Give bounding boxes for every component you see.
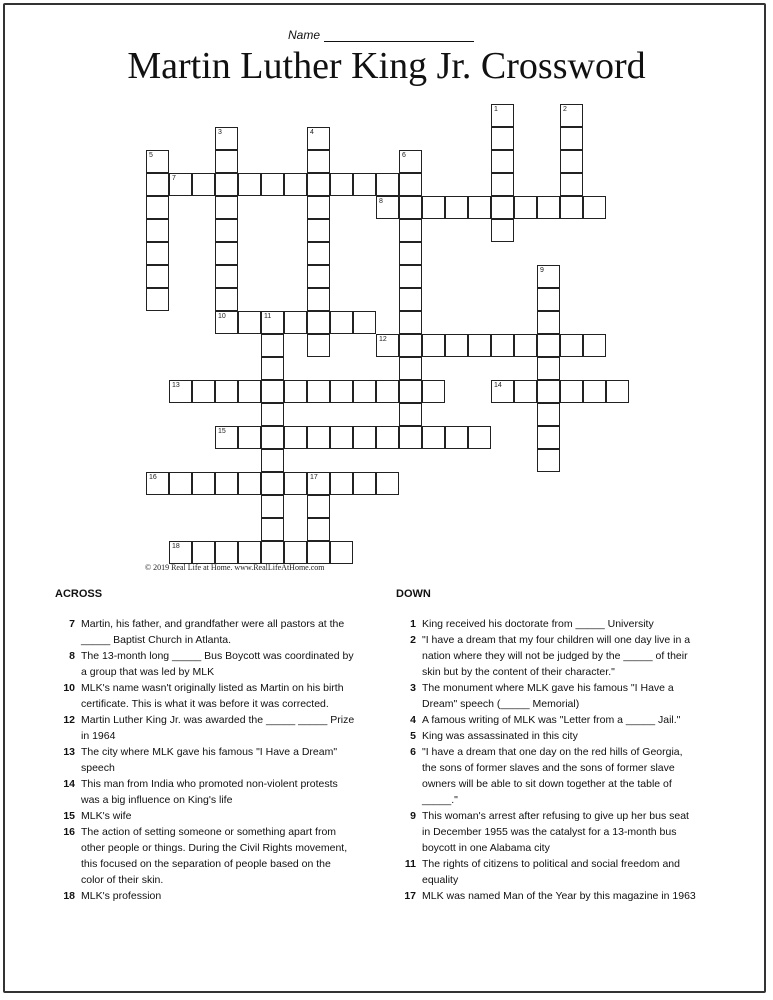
grid-cell[interactable]	[353, 426, 376, 449]
clue-number: 11	[404, 858, 416, 870]
cell-number: 18	[172, 543, 180, 550]
page-title: Martin Luther King Jr. Crossword	[127, 45, 646, 87]
cell-number: 13	[172, 382, 180, 389]
grid-cell[interactable]	[307, 334, 330, 357]
grid-cell[interactable]	[146, 242, 169, 265]
clue-item	[55, 648, 355, 680]
grid-cell[interactable]	[192, 541, 215, 564]
grid-cell[interactable]	[307, 311, 330, 334]
grid-cell[interactable]	[399, 357, 422, 380]
clue-item	[396, 856, 696, 888]
grid-cell[interactable]	[192, 173, 215, 196]
grid-cell[interactable]	[307, 495, 330, 518]
grid-cell[interactable]	[284, 173, 307, 196]
grid-cell[interactable]	[330, 311, 353, 334]
clue-item	[396, 616, 696, 632]
grid-cell[interactable]	[376, 380, 399, 403]
grid-cell[interactable]	[261, 518, 284, 541]
grid-cell[interactable]	[261, 541, 284, 564]
grid-cell[interactable]	[445, 196, 468, 219]
clue-number: 5	[410, 730, 416, 742]
grid-cell[interactable]	[537, 311, 560, 334]
grid-cell[interactable]	[215, 150, 238, 173]
grid-cell[interactable]	[399, 380, 422, 403]
cell-number: 9	[540, 267, 544, 274]
grid-cell[interactable]	[376, 426, 399, 449]
grid-cell[interactable]	[215, 242, 238, 265]
clue-number: 15	[63, 810, 75, 822]
grid-cell[interactable]	[468, 196, 491, 219]
clue-item	[55, 616, 355, 648]
cell-number: 4	[310, 129, 314, 136]
grid-cell[interactable]	[537, 380, 560, 403]
grid-cell[interactable]	[560, 380, 583, 403]
grid-cell[interactable]	[422, 196, 445, 219]
clue-number: 9	[410, 810, 416, 822]
grid-cell[interactable]	[537, 403, 560, 426]
grid-cell[interactable]	[238, 541, 261, 564]
down-clue-list	[396, 616, 696, 904]
clue-text: King was assassinated in this city	[422, 730, 578, 742]
grid-cell[interactable]	[330, 426, 353, 449]
grid-cell[interactable]	[468, 334, 491, 357]
clue-text: "I have a dream that my four children will one day live in a nation where they will not be judged by the _____ of their skin but by the content of their character."	[422, 634, 691, 678]
grid-cell[interactable]	[215, 265, 238, 288]
grid-cell[interactable]	[192, 472, 215, 495]
grid-cell[interactable]	[560, 127, 583, 150]
grid-cell[interactable]	[261, 334, 284, 357]
grid-cell[interactable]	[537, 449, 560, 472]
copyright-text: © 2019 Real Life at Home. www.RealLifeAtHome.com	[145, 563, 325, 572]
clue-item	[55, 776, 355, 808]
cell-number: 16	[149, 474, 157, 481]
grid-cell[interactable]	[284, 380, 307, 403]
grid-cell[interactable]	[445, 426, 468, 449]
grid-cell[interactable]	[376, 173, 399, 196]
clue-item	[396, 680, 696, 712]
grid-cell[interactable]	[169, 472, 192, 495]
grid-cell[interactable]	[307, 173, 330, 196]
down-clues	[396, 588, 696, 904]
grid-cell[interactable]	[399, 196, 422, 219]
grid-cell[interactable]	[261, 173, 284, 196]
grid-cell[interactable]	[307, 541, 330, 564]
across-heading: ACROSS	[55, 588, 103, 600]
grid-cell[interactable]	[399, 311, 422, 334]
grid-cell[interactable]	[330, 472, 353, 495]
clue-text: The monument where MLK gave his famous "I Have a Dream" speech (_____ Memorial)	[422, 682, 674, 710]
clue-item	[55, 744, 355, 776]
grid-cell[interactable]	[560, 334, 583, 357]
clue-item	[55, 808, 355, 824]
clue-number: 10	[63, 682, 75, 694]
grid-cell[interactable]	[353, 472, 376, 495]
grid-cell[interactable]	[307, 288, 330, 311]
grid-cell[interactable]	[330, 173, 353, 196]
clue-item	[396, 728, 696, 744]
cell-number: 11	[264, 313, 272, 320]
cell-number: 2	[563, 106, 567, 113]
clue-item	[396, 632, 696, 680]
grid-cell[interactable]	[261, 449, 284, 472]
clue-text: The 13-month long _____ Bus Boycott was coordinated by a group that was led by MLK	[81, 650, 354, 678]
clue-item	[396, 744, 696, 808]
cell-number: 17	[310, 474, 318, 481]
grid-cell[interactable]	[307, 196, 330, 219]
clue-text: This man from India who promoted non-violent protests was a big influence on King's life	[81, 778, 338, 806]
clue-text: Martin Luther King Jr. was awarded the _____ _____ Prize in 1964	[81, 714, 355, 742]
grid-cell[interactable]	[238, 426, 261, 449]
cell-number: 12	[379, 336, 387, 343]
grid-cell[interactable]	[583, 334, 606, 357]
clue-number: 14	[63, 778, 75, 790]
cell-number: 5	[149, 152, 153, 159]
grid-cell[interactable]	[215, 173, 238, 196]
clue-text: The city where MLK gave his famous "I Have a Dream" speech	[81, 746, 338, 774]
grid-cell[interactable]	[353, 173, 376, 196]
grid-cell[interactable]	[146, 196, 169, 219]
clue-number: 3	[410, 682, 416, 694]
cell-number: 15	[218, 428, 226, 435]
grid-cell[interactable]	[215, 196, 238, 219]
clue-item	[55, 888, 355, 904]
cell-number: 6	[402, 152, 406, 159]
grid-cell[interactable]	[537, 196, 560, 219]
clue-number: 18	[63, 890, 75, 902]
grid-cell[interactable]	[192, 380, 215, 403]
clue-text: MLK's profession	[81, 890, 162, 902]
grid-cell[interactable]	[284, 541, 307, 564]
grid-cell[interactable]	[284, 426, 307, 449]
grid-cell[interactable]	[560, 150, 583, 173]
clue-number: 2	[410, 634, 416, 646]
grid-cell[interactable]	[261, 472, 284, 495]
clue-item	[396, 712, 696, 728]
clue-text: MLK's wife	[81, 810, 132, 822]
clue-number: 8	[69, 650, 75, 662]
grid-cell[interactable]	[445, 334, 468, 357]
grid-cell[interactable]	[330, 380, 353, 403]
grid-cell[interactable]	[537, 288, 560, 311]
clue-item	[396, 808, 696, 856]
clue-text: A famous writing of MLK was "Letter from a _____ Jail."	[422, 714, 681, 726]
grid-cell[interactable]	[537, 426, 560, 449]
grid-cell[interactable]	[307, 219, 330, 242]
clue-text: "I have a dream that one day on the red hills of Georgia, the sons of former slaves and the sons of former slave owners will be able to sit down together at the table of _____."	[422, 746, 683, 806]
grid-cell[interactable]	[307, 380, 330, 403]
grid-cell[interactable]	[376, 472, 399, 495]
clue-number: 6	[410, 746, 416, 758]
grid-cell[interactable]	[284, 311, 307, 334]
clue-number: 7	[69, 618, 75, 630]
grid-cell[interactable]	[307, 242, 330, 265]
grid-cell[interactable]	[399, 265, 422, 288]
grid-cell[interactable]	[146, 173, 169, 196]
grid-cell[interactable]	[560, 196, 583, 219]
grid-cell[interactable]	[238, 311, 261, 334]
grid-cell[interactable]	[606, 380, 629, 403]
cell-number: 7	[172, 175, 176, 182]
grid-cell[interactable]	[146, 265, 169, 288]
grid-cell[interactable]	[491, 127, 514, 150]
cell-number: 8	[379, 198, 383, 205]
grid-cell[interactable]	[514, 196, 537, 219]
clue-item	[55, 824, 355, 888]
grid-cell[interactable]	[261, 403, 284, 426]
grid-cell[interactable]	[468, 426, 491, 449]
down-heading: DOWN	[396, 588, 431, 600]
grid-cell[interactable]	[215, 472, 238, 495]
cell-number: 14	[494, 382, 502, 389]
grid-cell[interactable]	[491, 219, 514, 242]
grid-cell[interactable]	[399, 426, 422, 449]
grid-cell[interactable]	[284, 472, 307, 495]
grid-cell[interactable]	[146, 219, 169, 242]
grid-cell[interactable]	[422, 426, 445, 449]
clue-number: 12	[63, 714, 75, 726]
grid-cell[interactable]	[399, 219, 422, 242]
clue-number: 4	[410, 714, 416, 726]
clue-number: 17	[404, 890, 416, 902]
grid-cell[interactable]	[514, 380, 537, 403]
clue-text: The rights of citizens to political and social freedom and equality	[422, 858, 680, 886]
grid-cell[interactable]	[261, 426, 284, 449]
grid-cell[interactable]	[215, 288, 238, 311]
grid-cell[interactable]	[261, 357, 284, 380]
grid-cell[interactable]	[537, 357, 560, 380]
clue-number: 1	[410, 618, 416, 630]
cell-number: 10	[218, 313, 226, 320]
grid-cell[interactable]	[399, 334, 422, 357]
name-label: Name	[288, 28, 321, 42]
grid-cell[interactable]	[146, 288, 169, 311]
grid-cell[interactable]	[537, 334, 560, 357]
grid-cell[interactable]	[583, 196, 606, 219]
grid-cell[interactable]	[353, 311, 376, 334]
grid-cell[interactable]	[399, 242, 422, 265]
grid-cell[interactable]	[491, 334, 514, 357]
grid-cell[interactable]	[422, 380, 445, 403]
grid-cell[interactable]	[215, 219, 238, 242]
grid-cell[interactable]	[399, 288, 422, 311]
grid-cell[interactable]	[238, 472, 261, 495]
clue-text: Martin, his father, and grandfather were all pastors at the _____ Baptist Church in Atlanta.	[81, 618, 345, 646]
clue-text: MLK was named Man of the Year by this magazine in 1963	[422, 890, 696, 902]
grid-cell[interactable]	[491, 196, 514, 219]
grid-cell[interactable]	[330, 541, 353, 564]
clue-text: The action of setting someone or something apart from other people or things. During the Civil Rights movement, this focused on the separation of people based on the color of their skin.	[81, 826, 348, 886]
clue-number: 16	[63, 826, 75, 838]
grid-cell[interactable]	[307, 426, 330, 449]
clue-item	[396, 888, 696, 904]
across-clue-list	[55, 616, 355, 904]
cell-number: 1	[494, 106, 498, 113]
grid-cell[interactable]	[261, 380, 284, 403]
across-clues	[55, 588, 355, 904]
grid-cell[interactable]	[399, 403, 422, 426]
grid-cell[interactable]	[307, 518, 330, 541]
grid-cell[interactable]	[261, 495, 284, 518]
grid-cell[interactable]	[491, 150, 514, 173]
grid-cell[interactable]	[399, 173, 422, 196]
grid-cell[interactable]	[353, 380, 376, 403]
clue-text: MLK's name wasn't originally listed as Martin on his birth certificate. This is what it was before it was corrected.	[81, 682, 344, 710]
grid-cell[interactable]	[215, 541, 238, 564]
clue-text: This woman's arrest after refusing to give up her bus seat in December 1955 was the catalyst for a 13-month bus boycott in one Alabama city	[422, 810, 689, 854]
grid-cell[interactable]	[422, 334, 445, 357]
grid-cell[interactable]	[215, 380, 238, 403]
grid-cell[interactable]	[583, 380, 606, 403]
grid-cell[interactable]	[307, 150, 330, 173]
grid-cell[interactable]	[514, 334, 537, 357]
grid-cell[interactable]	[238, 173, 261, 196]
grid-cell[interactable]	[491, 173, 514, 196]
clue-item	[55, 712, 355, 744]
cell-number: 3	[218, 129, 222, 136]
grid-cell[interactable]	[307, 265, 330, 288]
grid-cell[interactable]	[238, 380, 261, 403]
clue-text: King received his doctorate from _____ University	[422, 618, 654, 630]
grid-cell[interactable]	[560, 173, 583, 196]
clue-item	[55, 680, 355, 712]
clue-number: 13	[63, 746, 75, 758]
